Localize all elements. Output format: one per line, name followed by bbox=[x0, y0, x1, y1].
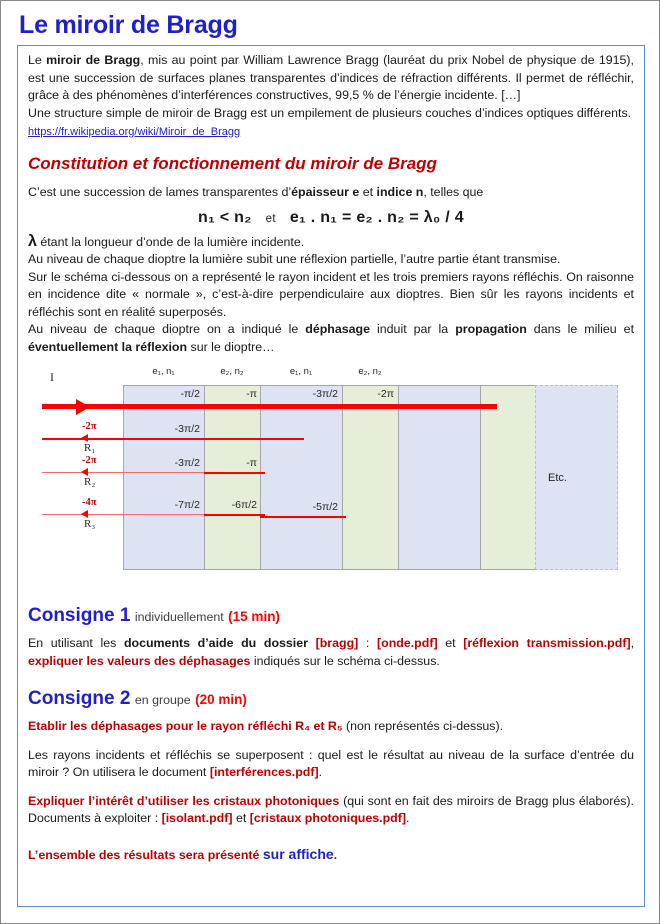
consigne-2-heading bbox=[28, 688, 634, 710]
c1-expliquer: expliquer les valeurs des déphasages bbox=[28, 653, 251, 668]
section-paragraph-2: Au niveau de chaque dioptre la lumière subit une réflexion partielle, l’autre partie étant transmise. bbox=[28, 252, 561, 266]
r3-arrowhead-icon bbox=[81, 510, 88, 518]
consigne-2-title: Consigne 2 bbox=[28, 688, 131, 709]
phase-incident-4: -2π bbox=[377, 388, 394, 400]
phase-r3-1: -7π/2 bbox=[174, 499, 200, 511]
column-label-1: e₁, n₁ bbox=[152, 366, 175, 377]
phase-r2-2: -π bbox=[246, 457, 257, 469]
layer-5 bbox=[398, 385, 480, 570]
c2-t3-f: . bbox=[405, 811, 410, 825]
c2-interferences-pdf: [interférences.pdf] bbox=[209, 765, 319, 779]
consigne-2-closing bbox=[28, 846, 634, 865]
c2-closing-a: L’ensemble des résultats sera présenté bbox=[28, 847, 263, 862]
section-intro-a: C’est une succession de lames transparentes d’ bbox=[28, 185, 292, 199]
section-intro-bold-2: indice n bbox=[376, 185, 424, 199]
consigne-1-mode: individuellement bbox=[134, 610, 224, 624]
ray-r2-inner bbox=[204, 472, 265, 474]
c2-t1-bold: Etablir les déphasages pour le rayon réfléchi R₄ et R₅ bbox=[28, 719, 343, 733]
layer-2 bbox=[204, 385, 260, 570]
section-paragraph-3: Sur le schéma ci-dessous on a représenté le rayon incident et les trois premiers rayons réfléchis. On raisonne en incidence dite « normale », c’est-à-dire perpendiculaire aux dioptres. Bien sûr les rayons incidents et réfléchis sont en réalité superposés. bbox=[28, 269, 634, 319]
incident-ray bbox=[42, 404, 497, 409]
consigne-2-task-2 bbox=[28, 747, 634, 782]
r1-label: R₁ bbox=[84, 442, 96, 454]
etc-label: Etc. bbox=[548, 472, 567, 484]
lambda-note bbox=[28, 233, 634, 252]
r1-arrowhead-icon bbox=[81, 434, 88, 442]
consigne-1-duration: (15 min) bbox=[228, 609, 280, 624]
p4-dephasage: déphasage bbox=[305, 322, 371, 336]
p4-e: dans le milieu et bbox=[526, 322, 635, 336]
phase-r2-1: -3π/2 bbox=[174, 457, 200, 469]
phase-incident-2: -π bbox=[246, 388, 257, 400]
r3-outside-phase: -4π bbox=[82, 497, 97, 508]
column-label-2: e₂, n₂ bbox=[220, 366, 244, 377]
c1-reflexion-pdf: [réflexion transmission.pdf] bbox=[463, 636, 631, 650]
ray-r3-inner bbox=[260, 516, 346, 518]
c1-j: indiqués sur le schéma ci-dessus. bbox=[250, 653, 440, 668]
r1-outside-phase: -2π bbox=[82, 421, 97, 432]
c2-t3-d: et bbox=[232, 811, 250, 825]
bragg-mirror-diagram bbox=[28, 364, 636, 589]
c1-documents: documents d’aide du dossier bbox=[123, 636, 316, 650]
consigne-1-body bbox=[28, 635, 634, 670]
c2-cristaux-pdf: [cristaux photoniques.pdf] bbox=[249, 811, 406, 825]
formula-equality: e₁ . n₁ = e₂ . n₂ = λ₀ / 4 bbox=[289, 208, 464, 226]
column-label-4: e₂, n₂ bbox=[358, 366, 382, 377]
c2-isolant-pdf: [isolant.pdf] bbox=[161, 811, 233, 825]
c1-d: : bbox=[358, 636, 378, 650]
p4-a: Au niveau de chaque dioptre on a indiqué le bbox=[28, 322, 306, 336]
c2-t3-b: (qui sont en fait des miroirs de Bragg plus élaborés). Documents à exploiter : bbox=[28, 793, 634, 825]
p4-reflexion: éventuellement la réflexion bbox=[28, 339, 188, 354]
intro-paragraph-1 bbox=[28, 52, 634, 105]
lambda-note-text: étant la longueur d’onde de la lumière incidente. bbox=[36, 234, 305, 249]
consigne-2-duration: (20 min) bbox=[195, 692, 247, 707]
ray-r3-mid bbox=[204, 514, 265, 516]
c2-expliquer-interet: Expliquer l’intérêt d’utiliser les cristaux photoniques bbox=[28, 793, 340, 808]
intro-text-a: Le bbox=[28, 53, 47, 67]
section-intro-e: , telles que bbox=[423, 185, 484, 199]
section-intro-bold-1: épaisseur e bbox=[291, 185, 360, 199]
consigne-2-mode: en groupe bbox=[134, 693, 191, 707]
phase-r1-1: -3π/2 bbox=[174, 423, 200, 435]
page-title: Le miroir de Bragg bbox=[19, 11, 238, 39]
c1-f: et bbox=[437, 636, 464, 650]
c2-closing-c: . bbox=[333, 847, 338, 862]
layer-1 bbox=[123, 385, 204, 570]
c2-sur-affiche: sur affiche bbox=[262, 845, 334, 862]
lambda-symbol: λ bbox=[28, 232, 37, 250]
r2-outside-phase: -2π bbox=[82, 455, 97, 466]
section-paragraph-4 bbox=[28, 321, 634, 356]
content-container bbox=[17, 45, 645, 907]
layer-6 bbox=[480, 385, 535, 570]
c2-t2-c: . bbox=[318, 765, 323, 779]
r2-arrowhead-icon bbox=[81, 468, 88, 476]
consigne-1-title: Consigne 1 bbox=[28, 605, 131, 626]
consigne-2-task-3 bbox=[28, 793, 634, 828]
incident-ray-label: I bbox=[50, 370, 54, 384]
c2-t1-rest: (non représentés ci-dessus). bbox=[342, 719, 504, 733]
incident-arrowhead-icon bbox=[76, 399, 90, 415]
section-heading: Constitution et fonctionnement du miroir de Bragg bbox=[28, 154, 437, 173]
layer-4 bbox=[342, 385, 398, 570]
p4-propagation: propagation bbox=[455, 322, 527, 336]
intro-text-c: , mis au point par William Lawrence Bragg (lauréat du prix Nobel de physique de 1915), est une succession de surfaces planes transparentes d’indices de réfraction différents. Il permet de réfléchir, grâce à des phénomènes d’interférences constructives, 99,5 % de l’énergie incidente. […] bbox=[28, 53, 634, 102]
phase-r3-2: -6π/2 bbox=[231, 499, 257, 511]
consigne-1-heading bbox=[28, 605, 634, 627]
section-intro bbox=[28, 184, 634, 202]
layer-stack bbox=[123, 385, 618, 570]
c2-t2-a: Les rayons incidents et réfléchis se superposent : quel est le résultat au niveau de la surface d’entrée du miroir ? On utilisera le document bbox=[28, 747, 634, 779]
phase-r3-3: -5π/2 bbox=[312, 501, 338, 513]
formula-conjunction: et bbox=[265, 212, 276, 225]
formula-inequality: n₁ < n₂ bbox=[198, 208, 252, 226]
c1-bragg-tag: [bragg] bbox=[315, 636, 359, 650]
r2-label: R₂ bbox=[84, 476, 96, 488]
p4-c: induit par la bbox=[370, 322, 456, 336]
source-link[interactable]: https://fr.wikipedia.org/wiki/Miroir_de_Bragg bbox=[28, 126, 241, 138]
layer-3 bbox=[260, 385, 342, 570]
column-label-3: e₁, n₁ bbox=[289, 366, 313, 377]
p4-g: sur le dioptre… bbox=[187, 339, 275, 354]
intro-paragraph-2: Une structure simple de miroir de Bragg est un empilement de plusieurs couches d’indices optiques différents. bbox=[28, 105, 632, 120]
section-intro-c: et bbox=[359, 185, 377, 199]
c1-onde-pdf: [onde.pdf] bbox=[377, 636, 438, 650]
phase-incident-1: -π/2 bbox=[180, 388, 200, 400]
c1-a: En utilisant les bbox=[28, 636, 124, 650]
consigne-2-task-1 bbox=[28, 718, 634, 736]
formula-line bbox=[28, 209, 634, 227]
c1-h: , bbox=[630, 636, 635, 650]
intro-text-bold: miroir de Bragg bbox=[46, 53, 141, 67]
r3-label: R₃ bbox=[84, 518, 96, 530]
phase-incident-3: -3π/2 bbox=[312, 388, 338, 400]
